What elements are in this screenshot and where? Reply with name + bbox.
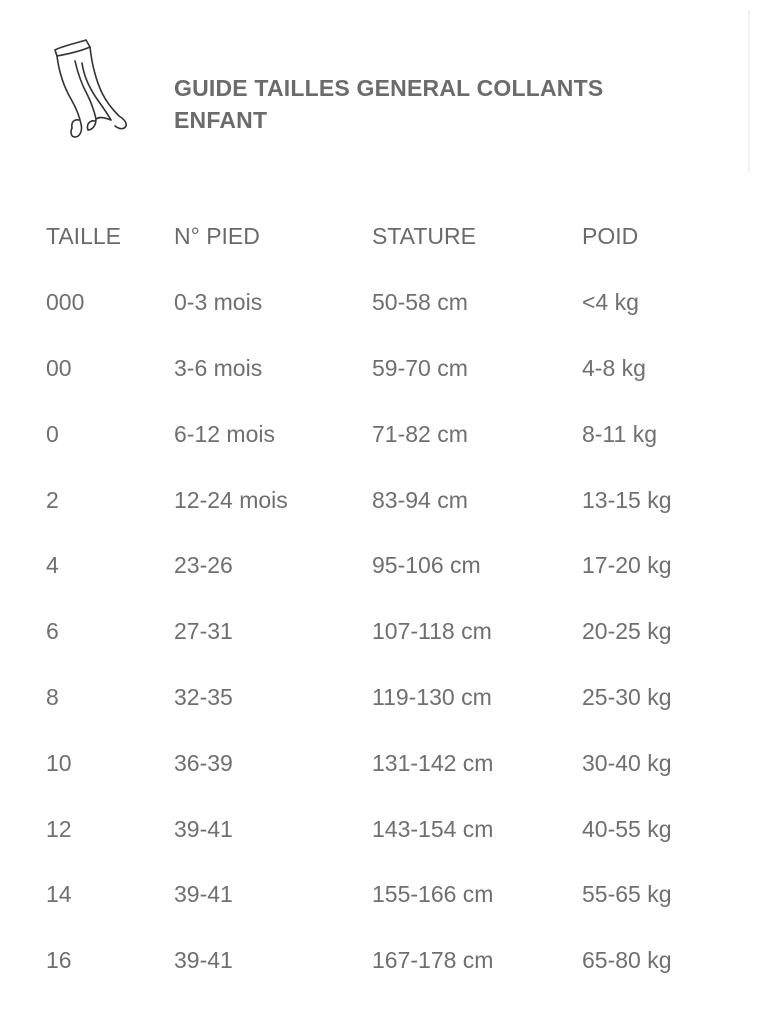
- size-cell: 2: [46, 486, 59, 513]
- title-line-1: GUIDE TAILLES GENERAL COLLANTS: [174, 75, 604, 101]
- table-row: [46, 336, 736, 402]
- table-row: [46, 796, 736, 862]
- weight-cell: 8-11 kg: [582, 420, 658, 447]
- size-cell: 000: [46, 289, 85, 316]
- weight-cell: 20-25 kg: [582, 618, 672, 645]
- height-cell: 131-142 cm: [372, 749, 494, 776]
- size-cell: 16: [46, 947, 72, 974]
- weight-cell: 30-40 kg: [582, 749, 672, 776]
- foot-cell: 39-41: [174, 815, 233, 842]
- tights-icon: [48, 38, 136, 142]
- size-cell: 10: [46, 749, 72, 776]
- foot-cell: 0-3 mois: [174, 289, 263, 316]
- table-row: [46, 862, 736, 928]
- column-header-stature: STATURE: [372, 223, 476, 250]
- height-cell: 119-130 cm: [372, 683, 492, 710]
- table-header-row: [46, 204, 736, 270]
- table-row: [46, 928, 736, 994]
- weight-cell: <4 kg: [582, 289, 639, 316]
- size-guide-title: [174, 72, 694, 136]
- height-cell: 167-178 cm: [372, 947, 494, 974]
- size-cell: 4: [46, 552, 59, 579]
- weight-cell: 4-8 kg: [582, 354, 646, 381]
- table-row: [46, 599, 736, 665]
- foot-cell: 36-39: [174, 749, 233, 776]
- foot-cell: 12-24 mois: [174, 486, 288, 513]
- height-cell: 50-58 cm: [372, 289, 468, 316]
- foot-cell: 27-31: [174, 618, 233, 645]
- weight-cell: 13-15 kg: [582, 486, 672, 513]
- foot-cell: 39-41: [174, 947, 233, 974]
- table-row: [46, 270, 736, 336]
- foot-cell: 32-35: [174, 683, 233, 710]
- column-header-poid: POID: [582, 223, 639, 250]
- foot-cell: 23-26: [174, 552, 233, 579]
- title-line-2: ENFANT: [174, 107, 268, 133]
- size-cell: 8: [46, 683, 59, 710]
- column-header-taille: TAILLE: [46, 223, 121, 250]
- weight-cell: 17-20 kg: [582, 552, 672, 579]
- height-cell: 83-94 cm: [372, 486, 468, 513]
- weight-cell: 55-65 kg: [582, 881, 672, 908]
- height-cell: 59-70 cm: [372, 354, 468, 381]
- table-row: [46, 467, 736, 533]
- table-row: [46, 730, 736, 796]
- foot-cell: 3-6 mois: [174, 354, 263, 381]
- size-cell: 14: [46, 881, 72, 908]
- table-row: [46, 401, 736, 467]
- height-cell: 107-118 cm: [372, 618, 492, 645]
- size-cell: 6: [46, 618, 59, 645]
- size-chart-table: [46, 204, 736, 994]
- weight-cell: 65-80 kg: [582, 947, 672, 974]
- table-row: [46, 665, 736, 731]
- table-row: [46, 533, 736, 599]
- weight-cell: 25-30 kg: [582, 683, 672, 710]
- height-cell: 155-166 cm: [372, 881, 494, 908]
- size-guide-header: [0, 0, 757, 180]
- size-cell: 00: [46, 354, 72, 381]
- height-cell: 71-82 cm: [372, 420, 468, 447]
- foot-cell: 6-12 mois: [174, 420, 275, 447]
- height-cell: 95-106 cm: [372, 552, 481, 579]
- foot-cell: 39-41: [174, 881, 233, 908]
- column-header-pied: N° PIED: [174, 223, 260, 250]
- weight-cell: 40-55 kg: [582, 815, 672, 842]
- size-cell: 0: [46, 420, 59, 447]
- size-cell: 12: [46, 815, 72, 842]
- height-cell: 143-154 cm: [372, 815, 494, 842]
